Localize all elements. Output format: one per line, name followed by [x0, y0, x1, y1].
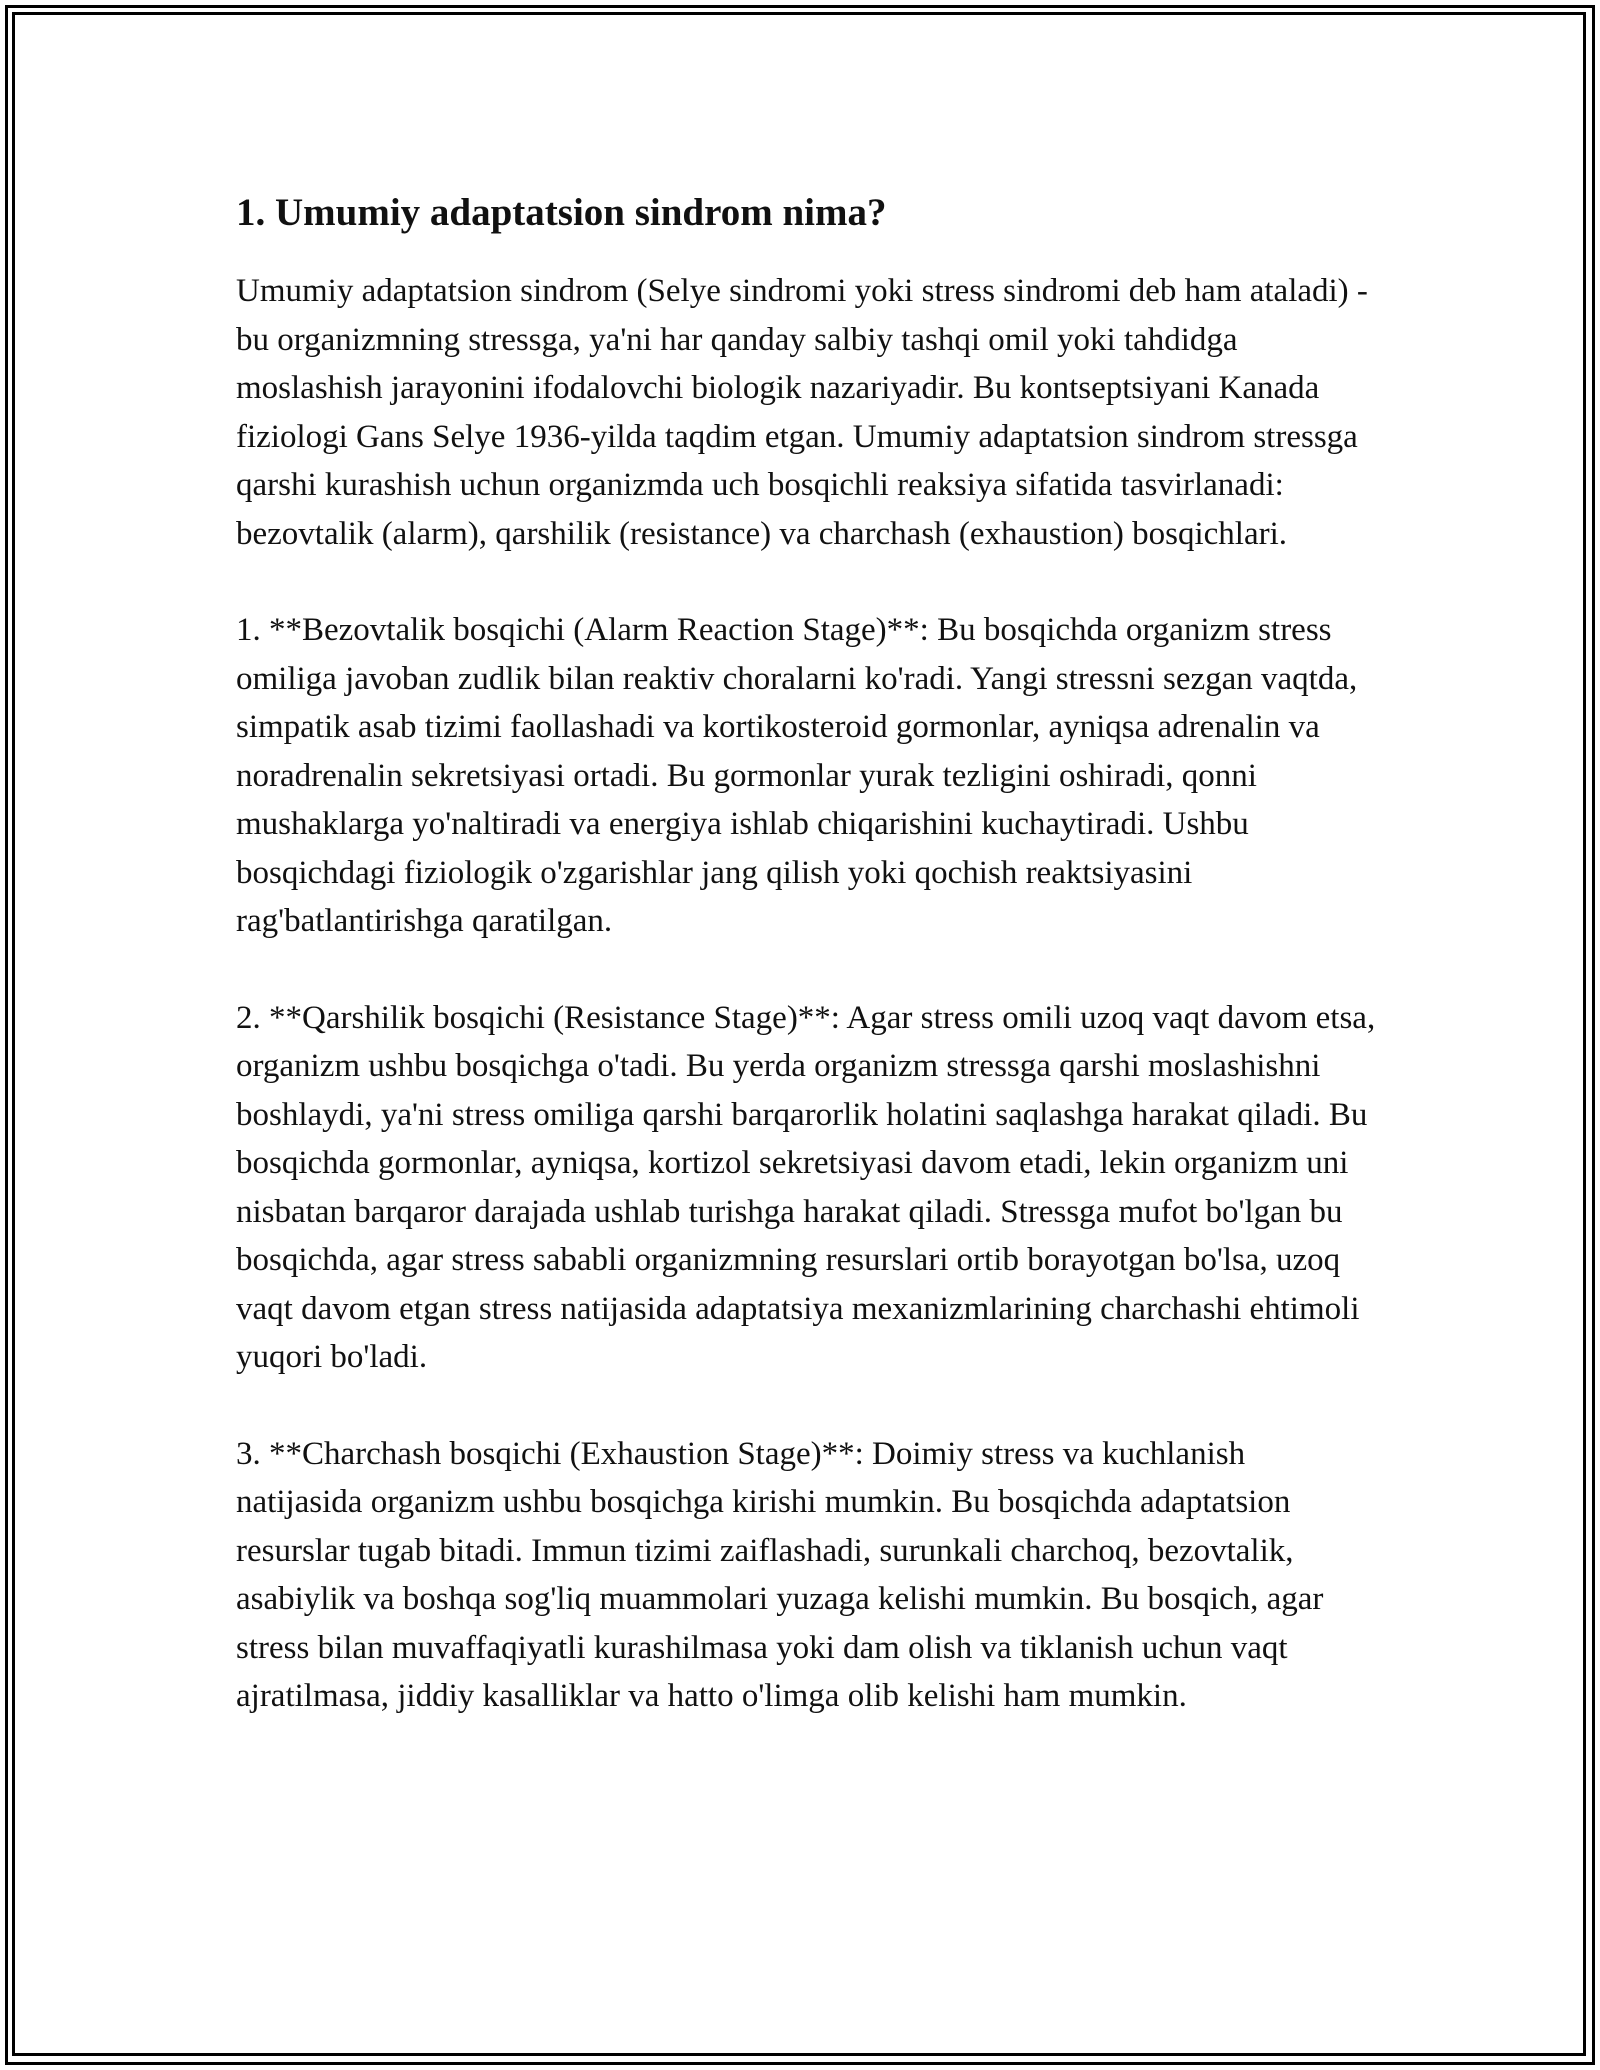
intro-paragraph: Umumiy adaptatsion sindrom (Selye sindromi yoki stress sindromi deb ham ataladi) - bu organizmning stressga, ya'ni har qanday salbiy tashqi omil yoki tahdidga moslashish jarayonini ifodalovchi biologik nazariyadir. Bu kontseptsiyani Kanada fiziologi Gans Selye 1936-yilda taqdim etgan. Umumiy adaptatsion sindrom stressga qarshi kurashish uchun organizmda uch bosqichli reaksiya sifatida tasvirlanadi: bezovtalik (alarm), qarshilik (resistance) va charchash (exhaustion) bosqichlari.: [236, 273, 1368, 552]
document-body: [236, 183, 1376, 1769]
exhaustion-stage-paragraph: 3. **Charchash bosqichi (Exhaustion Stage)**: Doimiy stress va kuchlanish natijasida organizm ushbu bosqichga kirishi mumkin. Bu bosqichda adaptatsion resurslar tugab bitadi. Immun tizimi zaiflashadi, surunkali charchoq, bezovtalik, asabiylik va boshqa sog'liq muammolari yuzaga kelishi mumkin. Bu bosqich, agar stress bilan muvaffaqiyatli kurashilmasa yoki dam olish va tiklanish uchun vaqt ajratilmasa, jiddiy kasalliklar va hatto o'limga olib kelishi ham mumkin.: [236, 1435, 1324, 1714]
page-title: 1. Umumiy adaptatsion sindrom nima?: [236, 191, 887, 234]
resistance-stage-paragraph: 2. **Qarshilik bosqichi (Resistance Stage)**: Agar stress omili uzoq vaqt davom etsa, organizm ushbu bosqichga o'tadi. Bu yerda organizm stressga qarshi moslashishni boshlaydi, ya'ni stress omiliga qarshi barqarorlik holatini saqlashga harakat qiladi. Bu bosqichda gormonlar, ayniqsa, kortizol sekretsiyasi davom etadi, lekin organizm uni nisbatan barqaror darajada ushlab turishga harakat qiladi. Stressga mufot bo'lgan bu bosqichda, agar stress sababli organizmning resurslari ortib borayotgan bo'lsa, uzoq vaqt davom etgan stress natijasida adaptatsiya mexanizmlarining charchashi ehtimoli yuqori bo'ladi.: [236, 999, 1376, 1375]
alarm-stage-paragraph: 1. **Bezovtalik bosqichi (Alarm Reaction Stage)**: Bu bosqichda organizm stress omiliga javoban zudlik bilan reaktiv choralarni ko'radi. Yangi stressni sezgan vaqtda, simpatik asab tizimi faollashadi va kortikosteroid gormonlar, ayniqsa adrenalin va noradrenalin sekretsiyasi ortadi. Bu gormonlar yurak tezligini oshiradi, qonni mushaklarga yo'naltiradi va energiya ishlab chiqarishini kuchaytiradi. Ushbu bosqichdagi fiziologik o'zgarishlar jang qilish yoki qochish reaktsiyasini rag'batlantirishga qaratilgan.: [236, 612, 1358, 939]
